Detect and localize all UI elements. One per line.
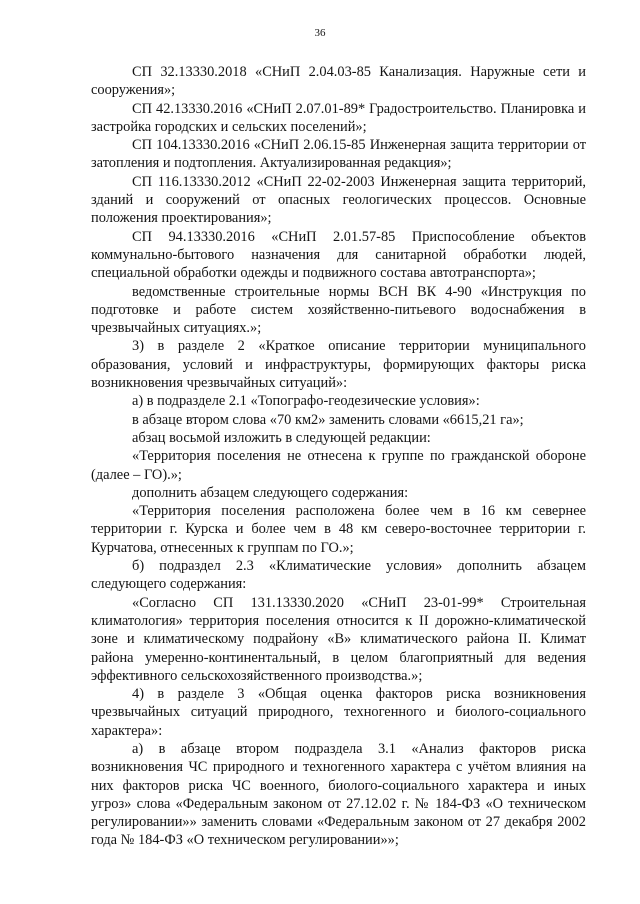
paragraph-sp-32: СП 32.13330.2018 «СНиП 2.04.03-85 Канализация. Наружные сети и сооружения»;	[91, 64, 586, 99]
paragraph-sp-116: СП 116.13330.2012 «СНиП 22-02-2003 Инженерная защита территорий, зданий и сооружений от опасных геологических процессов. Основные положения проектирования»;	[91, 173, 586, 227]
document-body	[91, 63, 586, 850]
paragraph-territory-go: «Территория поселения не отнесена к группе по гражданской обороне (далее – ГО).»;	[91, 448, 586, 483]
paragraph-sp-94: СП 94.13330.2016 «СНиП 2.01.57-85 Приспособление объектов коммунально-бытового назначения для санитарной обработки людей, специальной обработки одежды и подвижного состава автотранспорта»;	[91, 228, 586, 282]
paragraph-sp-104: СП 104.13330.2016 «СНиП 2.06.15-85 Инженерная защита территории от затопления и подтопления. Актуализированная редакция»;	[91, 137, 586, 172]
paragraph-replace-70km2: в абзаце втором слова «70 км2» заменить словами «6615,21 га»;	[132, 411, 524, 428]
paragraph-add-abzac: дополнить абзацем следующего содержания:	[132, 484, 409, 501]
paragraph-sp-42: СП 42.13330.2016 «СНиП 2.07.01-89* Градостроительство. Планировка и застройка городских и сельских поселений»;	[91, 100, 586, 135]
page-number: 36	[314, 27, 326, 39]
paragraph-abzac-8: абзац восьмой изложить в следующей редакции:	[132, 429, 431, 446]
paragraph-vsn: ведомственные строительные нормы ВСН ВК 4-90 «Инструкция по подготовке и работе систем хозяйственно-питьевого водоснабжения в чрезвычайных ситуациях.»;	[91, 283, 586, 337]
paragraph-section-2: 3) в разделе 2 «Краткое описание территории муниципального образования, условий и инфраструктуры, формирующих факторы риска возникновения чрезвычайных ситуаций»:	[91, 338, 586, 392]
paragraph-subsection-3-1: а) в абзаце втором подраздела 3.1 «Анализ факторов риска возникновения ЧС природного и техногенного характера с учётом влияния на них факторов риска ЧС военного, биолого-социального характера и иных угроз» слова «Федеральным законом от 27.12.02 г. № 184-ФЗ «О техническом регулировании»» заменить словами «Федеральным законом от 27 декабря 2002 года № 184-ФЗ «О техническом регулировании»»;	[91, 740, 586, 849]
paragraph-climate: «Согласно СП 131.13330.2020 «СНиП 23-01-99* Строительная климатология» территория поселения относится к II дорожно-климатической зоне и климатическому подрайону «В» климатического района II. Климат района умеренно-континентальный, в целом благоприятный для ведения эффективного сельскохозяйственного производства.»;	[91, 594, 586, 684]
paragraph-subsection-2-1: а) в подразделе 2.1 «Топографо-геодезические условия»:	[132, 393, 480, 410]
paragraph-section-3: 4) в разделе 3 «Общая оценка факторов риска возникновения чрезвычайных ситуаций природного, техногенного и биолого-социального характера»:	[91, 686, 586, 739]
paragraph-territory-location: «Территория поселения расположена более чем в 16 км севернее территории г. Курска и более чем в 48 км северо-восточнее территории г. Курчатова, отнесенных к группам по ГО.»;	[91, 503, 586, 556]
paragraph-subsection-2-3: б) подраздел 2.3 «Климатические условия» дополнить абзацем следующего содержания:	[91, 558, 586, 593]
